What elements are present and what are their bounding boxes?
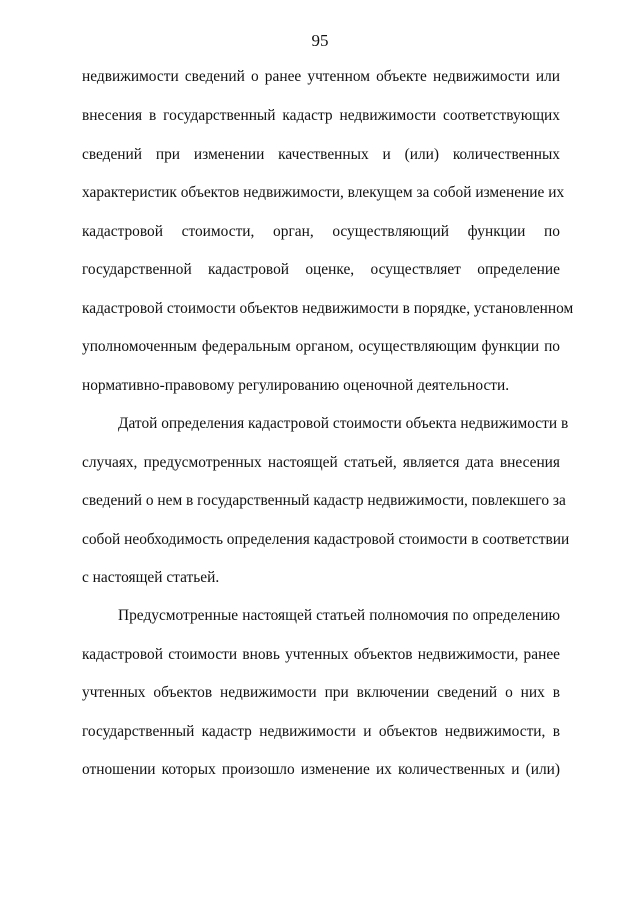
- paragraph-1-line-7: кадастровой стоимости объектов недвижимости в порядке, установленном: [82, 300, 574, 317]
- paragraph-2-line-2: случаях, предусмотренных настоящей статьей, является дата внесения: [82, 454, 560, 471]
- paragraph-1-line-9: нормативно-правовому регулированию оценочной деятельности.: [82, 377, 510, 394]
- paragraph-3-line-3: учтенных объектов недвижимости при включении сведений о них в: [82, 684, 560, 701]
- paragraph-2-line-3: сведений о нем в государственный кадастр недвижимости, повлекшего за: [82, 492, 566, 509]
- paragraph-2-line-1: Датой определения кадастровой стоимости объекта недвижимости в: [118, 415, 569, 432]
- paragraph-1-line-1: недвижимости сведений о ранее учтенном объекте недвижимости или: [82, 68, 560, 85]
- page-number: 95: [311, 31, 329, 50]
- paragraph-1-line-8: уполномоченным федеральным органом, осуществляющим функции по: [82, 338, 560, 355]
- paragraph-2-line-4: собой необходимость определения кадастровой стоимости в соответствии: [82, 531, 570, 548]
- paragraph-3-line-5: отношении которых произошло изменение их количественных и (или): [82, 761, 560, 778]
- paragraph-3-line-1: Предусмотренные настоящей статьей полномочия по определению: [118, 607, 560, 624]
- paragraph-3-line-4: государственный кадастр недвижимости и объектов недвижимости, в: [82, 723, 560, 740]
- paragraph-1-line-3: сведений при изменении качественных и (или) количественных: [82, 146, 560, 163]
- paragraph-2-line-5: с настоящей статьей.: [82, 569, 220, 586]
- paragraph-1-line-4: характеристик объектов недвижимости, влекущем за собой изменение их: [82, 184, 565, 201]
- paragraph-3-line-2: кадастровой стоимости вновь учтенных объектов недвижимости, ранее: [82, 646, 560, 663]
- paragraph-1-line-6: государственной кадастровой оценке, осуществляет определение: [82, 261, 560, 278]
- paragraph-1-line-2: внесения в государственный кадастр недвижимости соответствующих: [82, 107, 560, 124]
- paragraph-1-line-5: кадастровой стоимости, орган, осуществляющий функции по: [82, 223, 560, 240]
